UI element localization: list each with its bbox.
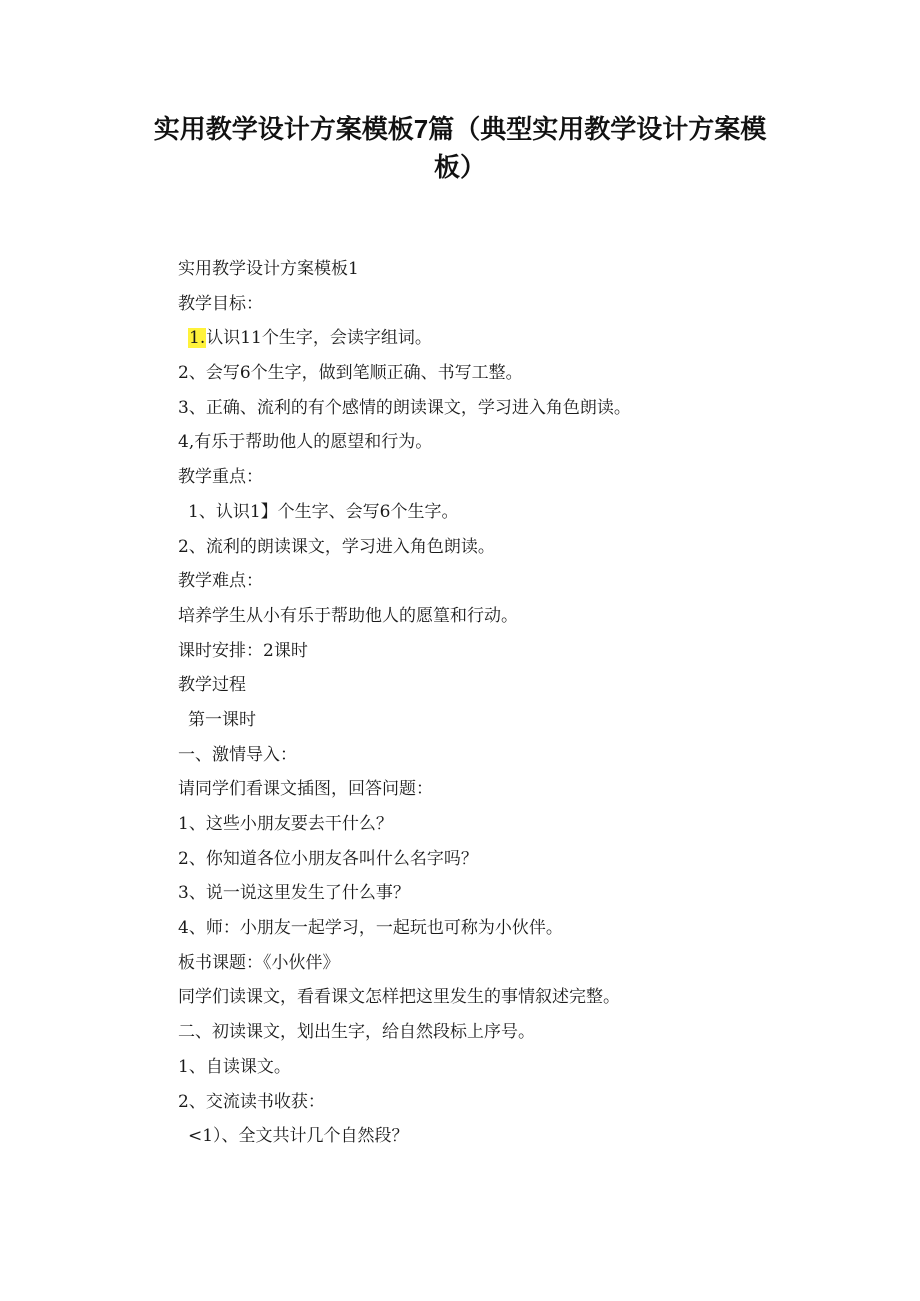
paragraph-line: 4、师：小朋友一起学习，一起玩也可称为小伙伴。 [178,918,563,939]
document-title: 实用教学设计方案模板7篇（典型实用教学设计方案模板） [153,114,767,182]
paragraph-line: 二、初读课文，划出生字，给自然段标上序号。 [178,1022,535,1043]
paragraph-line: 2、流利的朗读课文，学习进入角色朗读。 [178,536,495,557]
paragraph-line: 第一课时 [188,709,256,730]
paragraph-line: 2、你知道各位小朋友各叫什么名字吗？ [178,848,478,869]
paragraph-line: 同学们读课文，看看课文怎样把这里发生的事情叙述完整。 [178,987,620,1008]
paragraph-line: 2、交流读书收获： [178,1091,325,1112]
paragraph-line: <1）、全文共计几个自然段？ [188,1126,409,1147]
section-heading: 实用教学设计方案模板1 [178,259,359,279]
paragraph-line: 课时安排：2课时 [178,640,308,661]
paragraph-line: 培养学生从小有乐于帮助他人的愿篁和行动。 [178,605,518,626]
paragraph-line: 教学难点： [178,571,263,592]
paragraph-line: 2、会写6个生字，做到笔顺正确、书写工整。 [178,363,523,384]
paragraph-line: 请同学们看课文插图，回答问题： [178,779,433,800]
document-body [178,252,778,1154]
paragraph-line: 教学目标： [178,293,263,314]
paragraph-line: 一、激情导入： [178,744,297,765]
paragraph-line-text: 认识11个生字，会读字组词。 [206,328,432,349]
paragraph-line: 1、自读课文。 [178,1056,291,1077]
paragraph-line: 4,有乐于帮助他人的愿望和行为。 [178,432,433,453]
paragraph-line: 教学过程 [178,675,246,696]
highlighted-number: 1. [189,328,206,349]
paragraph-line: 3、说一说这里发生了什么事？ [178,883,410,904]
paragraph-line: 3、正确、流利的有个感情的朗读课文，学习进入角色朗读。 [178,397,631,418]
paragraph-line: 教学重点： [178,467,263,488]
paragraph-line: 1、这些小朋友要去干什么？ [178,814,393,834]
paragraph-line: 1、认识1】个生字、会写6个生字。 [188,501,459,522]
paragraph-line: 板书课题：《小伙伴》 [178,952,340,973]
paragraph-line [178,321,778,356]
